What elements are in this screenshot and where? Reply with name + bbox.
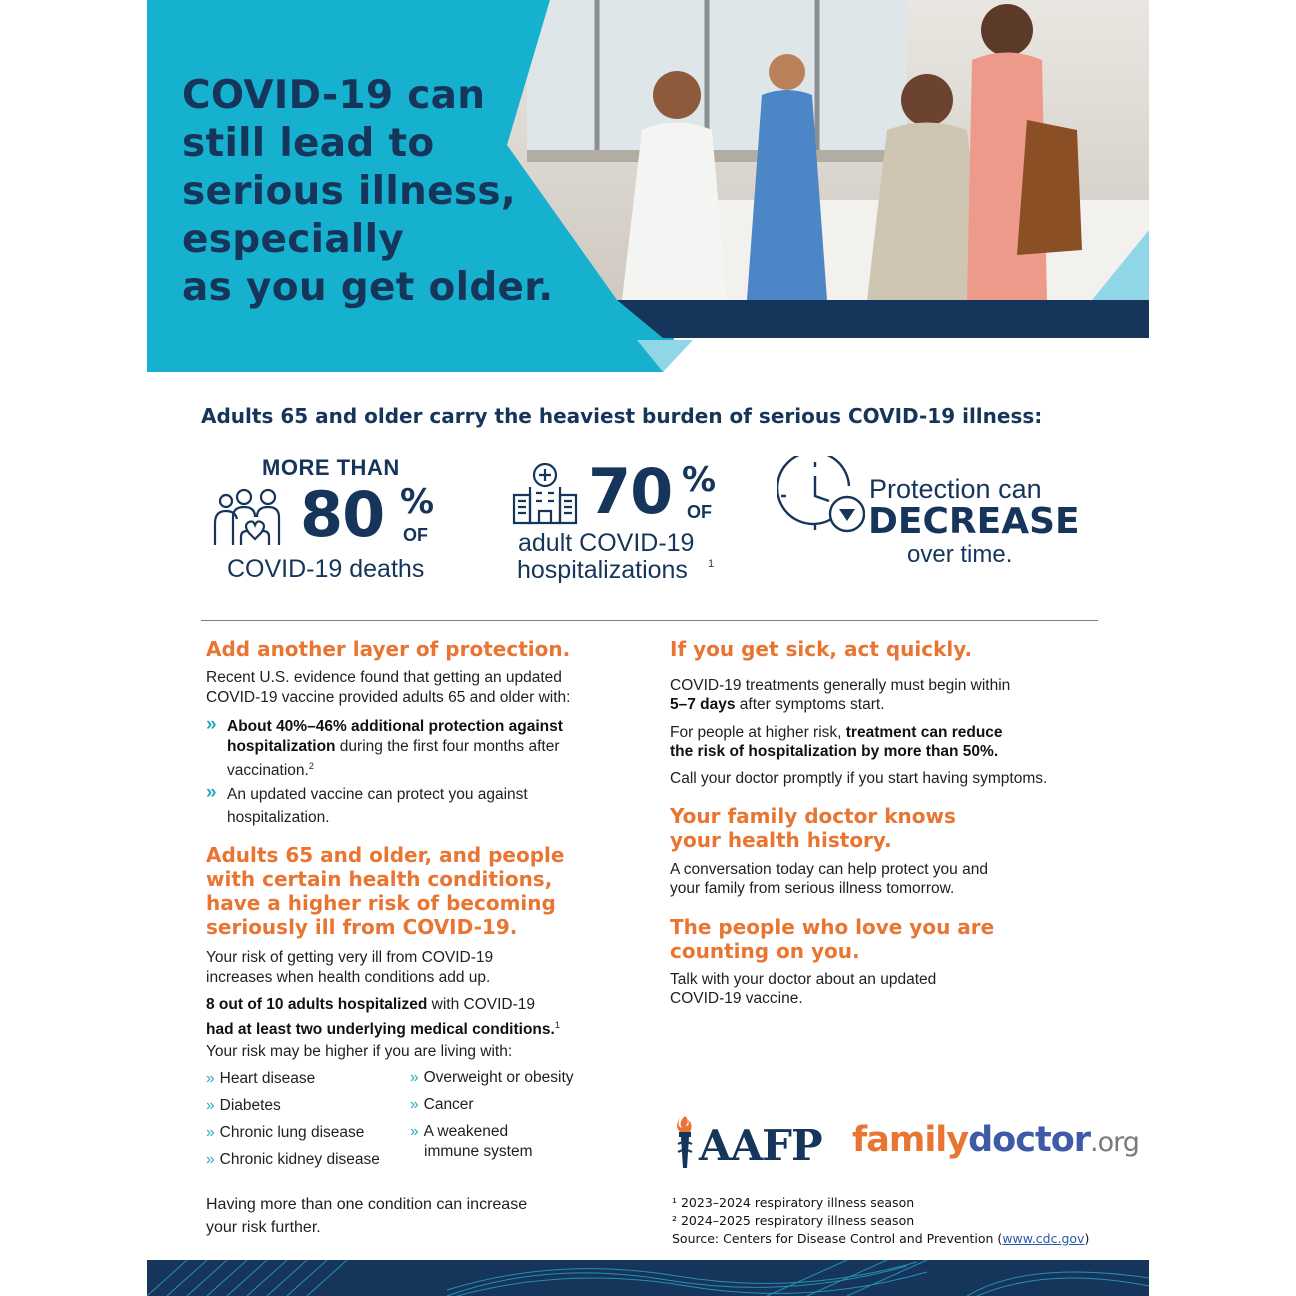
treatment-bold: the risk of hospitalization by more than 50%. xyxy=(670,743,999,760)
stat-hosp-label: hospitalizations xyxy=(517,556,688,584)
condition-item: immune system xyxy=(424,1143,533,1160)
footnote-ref: 1 xyxy=(554,1020,560,1030)
condition-item xyxy=(206,1150,380,1170)
risk-stat-bold: had at least two underlying medical conditions. xyxy=(206,1021,555,1038)
heading-line: have a higher risk of becoming xyxy=(206,891,556,915)
loved-ones-text: Talk with your doctor about an updated xyxy=(670,971,937,988)
heading-line: Your family doctor knows xyxy=(670,804,956,828)
chevron-right-icon: » xyxy=(206,1151,215,1168)
heading-line: your health history. xyxy=(670,828,892,852)
footnote-1: ¹ 2023–2024 respiratory illness season xyxy=(672,1195,915,1210)
bullet-text xyxy=(227,737,560,757)
hero-banner xyxy=(147,0,1149,372)
family-doctor-text: A conversation today can help protect you and xyxy=(670,861,988,878)
cdc-link[interactable]: www.cdc.gov xyxy=(1002,1231,1085,1246)
bullet-text: hospitalization. xyxy=(227,809,330,826)
hospital-building-icon xyxy=(512,461,578,525)
chevron-right-icon: » xyxy=(206,782,217,803)
protection-intro: COVID-19 vaccine provided adults 65 and older with: xyxy=(206,689,571,706)
chevron-right-icon: » xyxy=(206,1124,215,1141)
chevron-right-icon: » xyxy=(206,714,217,735)
bullet-rest: during the first four months after xyxy=(335,738,560,755)
loved-ones-text: COVID-19 vaccine. xyxy=(670,990,803,1007)
risk-paragraph: Your risk of getting very ill from COVID-19 xyxy=(206,949,494,966)
stat-deaths-percent: % xyxy=(400,482,435,522)
source-citation xyxy=(672,1231,1089,1246)
section-heading-loved-ones xyxy=(670,915,994,963)
section-heading-family-doctor xyxy=(670,804,956,852)
bullet-bold: About 40%–46% additional protection against xyxy=(227,718,563,735)
stat-hosp-percent: % xyxy=(682,460,717,500)
condition-item xyxy=(206,1096,281,1116)
source-text: ) xyxy=(1084,1231,1090,1246)
familydoctor-logo xyxy=(852,1120,1139,1160)
section-heading-risk xyxy=(206,843,564,939)
treatment-plain: For people at higher risk, xyxy=(670,724,846,741)
familydoctor-logo-part: family xyxy=(852,1120,969,1160)
bullet-text xyxy=(227,756,314,781)
stat-deaths-of: OF xyxy=(403,525,428,545)
section-heading-protection: Add another layer of protection. xyxy=(206,637,571,661)
condition-label: Diabetes xyxy=(219,1097,281,1114)
condition-label: Heart disease xyxy=(219,1070,316,1087)
footnote-2: ² 2024–2025 respiratory illness season xyxy=(672,1213,915,1228)
protection-intro: Recent U.S. evidence found that getting an updated xyxy=(206,669,562,686)
stat-protection-decrease: DECREASE xyxy=(868,501,1080,542)
torch-icon xyxy=(672,1114,698,1172)
aafp-logo: AAFP xyxy=(699,1121,822,1170)
condition-label: Chronic lung disease xyxy=(219,1124,365,1141)
group-of-people-heart-icon xyxy=(213,487,295,549)
hero-title-line: especially xyxy=(182,217,404,262)
condition-label: Overweight or obesity xyxy=(423,1069,574,1086)
treatment-bold: treatment can reduce xyxy=(845,724,1003,741)
condition-label: Cancer xyxy=(423,1096,474,1113)
footnote-ref: 2 xyxy=(308,761,314,771)
condition-label: A weakened xyxy=(423,1123,509,1140)
conditions-intro: Your risk may be higher if you are living with: xyxy=(206,1043,513,1060)
heading-line: with certain health conditions, xyxy=(206,867,553,891)
footer-pattern-band xyxy=(147,1260,1149,1296)
condition-item xyxy=(410,1122,508,1142)
treatment-text xyxy=(670,723,1003,743)
condition-label: Chronic kidney disease xyxy=(219,1151,380,1168)
stat-hosp-number: 70 xyxy=(588,455,673,528)
risk-stat xyxy=(206,1015,560,1040)
burden-headline: Adults 65 and older carry the heaviest burden of serious COVID-19 illness: xyxy=(201,404,1043,428)
heading-line: Adults 65 and older, and people xyxy=(206,843,565,867)
treatment-text xyxy=(670,695,885,715)
heading-line: seriously ill from COVID-19. xyxy=(206,915,518,939)
hero-title-line: as you get older. xyxy=(182,265,554,310)
hero-title-line: serious illness, xyxy=(182,169,516,214)
treatment-bold: 5–7 days xyxy=(670,696,736,713)
familydoctor-logo-part: doctor xyxy=(968,1120,1091,1160)
hero-title-line: still lead to xyxy=(182,121,435,166)
chevron-right-icon: » xyxy=(410,1096,419,1113)
condition-item xyxy=(410,1068,574,1088)
chevron-right-icon: » xyxy=(410,1123,419,1140)
section-divider xyxy=(201,620,1098,621)
heading-line: counting on you. xyxy=(670,939,860,963)
chevron-right-icon: » xyxy=(206,1070,215,1087)
bullet-rest: vaccination. xyxy=(227,762,309,779)
section-heading-act-quickly: If you get sick, act quickly. xyxy=(670,637,973,661)
treatment-text xyxy=(670,742,998,762)
risk-stat xyxy=(206,995,535,1015)
risk-stat-bold: 8 out of 10 adults hospitalized xyxy=(206,996,428,1013)
stat-protection-line1: Protection can xyxy=(869,474,1042,504)
treatment-text: Call your doctor promptly if you start having symptoms. xyxy=(670,770,1048,787)
bullet-bold: hospitalization xyxy=(227,738,336,755)
stat-hosp-of: OF xyxy=(687,502,712,522)
chevron-right-icon: » xyxy=(410,1069,419,1086)
treatment-rest: after symptoms start. xyxy=(735,696,885,713)
stat-deaths-prefix: MORE THAN xyxy=(262,455,400,480)
risk-stat-rest: with COVID-19 xyxy=(427,996,536,1013)
bullet-text xyxy=(227,717,563,737)
clock-down-arrow-icon xyxy=(777,456,865,536)
chevron-right-icon: » xyxy=(206,1097,215,1114)
stat-protection-line3: over time. xyxy=(907,541,1013,568)
closing-text: Having more than one condition can increase xyxy=(206,1196,528,1213)
familydoctor-logo-part: .org xyxy=(1090,1127,1139,1158)
stat-hosp-label: adult COVID-19 xyxy=(518,529,695,557)
closing-text: your risk further. xyxy=(206,1219,321,1236)
heading-line: The people who love you are xyxy=(670,915,995,939)
condition-item xyxy=(206,1123,364,1143)
treatment-text: COVID-19 treatments generally must begin within xyxy=(670,677,1011,694)
risk-paragraph: increases when health conditions add up. xyxy=(206,969,491,986)
condition-item xyxy=(410,1095,474,1115)
family-doctor-text: your family from serious illness tomorrow. xyxy=(670,880,955,897)
source-text: Source: Centers for Disease Control and Prevention ( xyxy=(672,1231,1003,1246)
condition-item xyxy=(206,1069,315,1089)
stat-deaths-number: 80 xyxy=(300,478,385,551)
hero-title xyxy=(182,72,562,312)
stat-deaths-label: COVID-19 deaths xyxy=(227,555,425,583)
footnote-ref: 1 xyxy=(708,558,715,570)
hero-title-line: COVID-19 can xyxy=(182,73,486,118)
bullet-text: An updated vaccine can protect you against xyxy=(227,786,528,803)
